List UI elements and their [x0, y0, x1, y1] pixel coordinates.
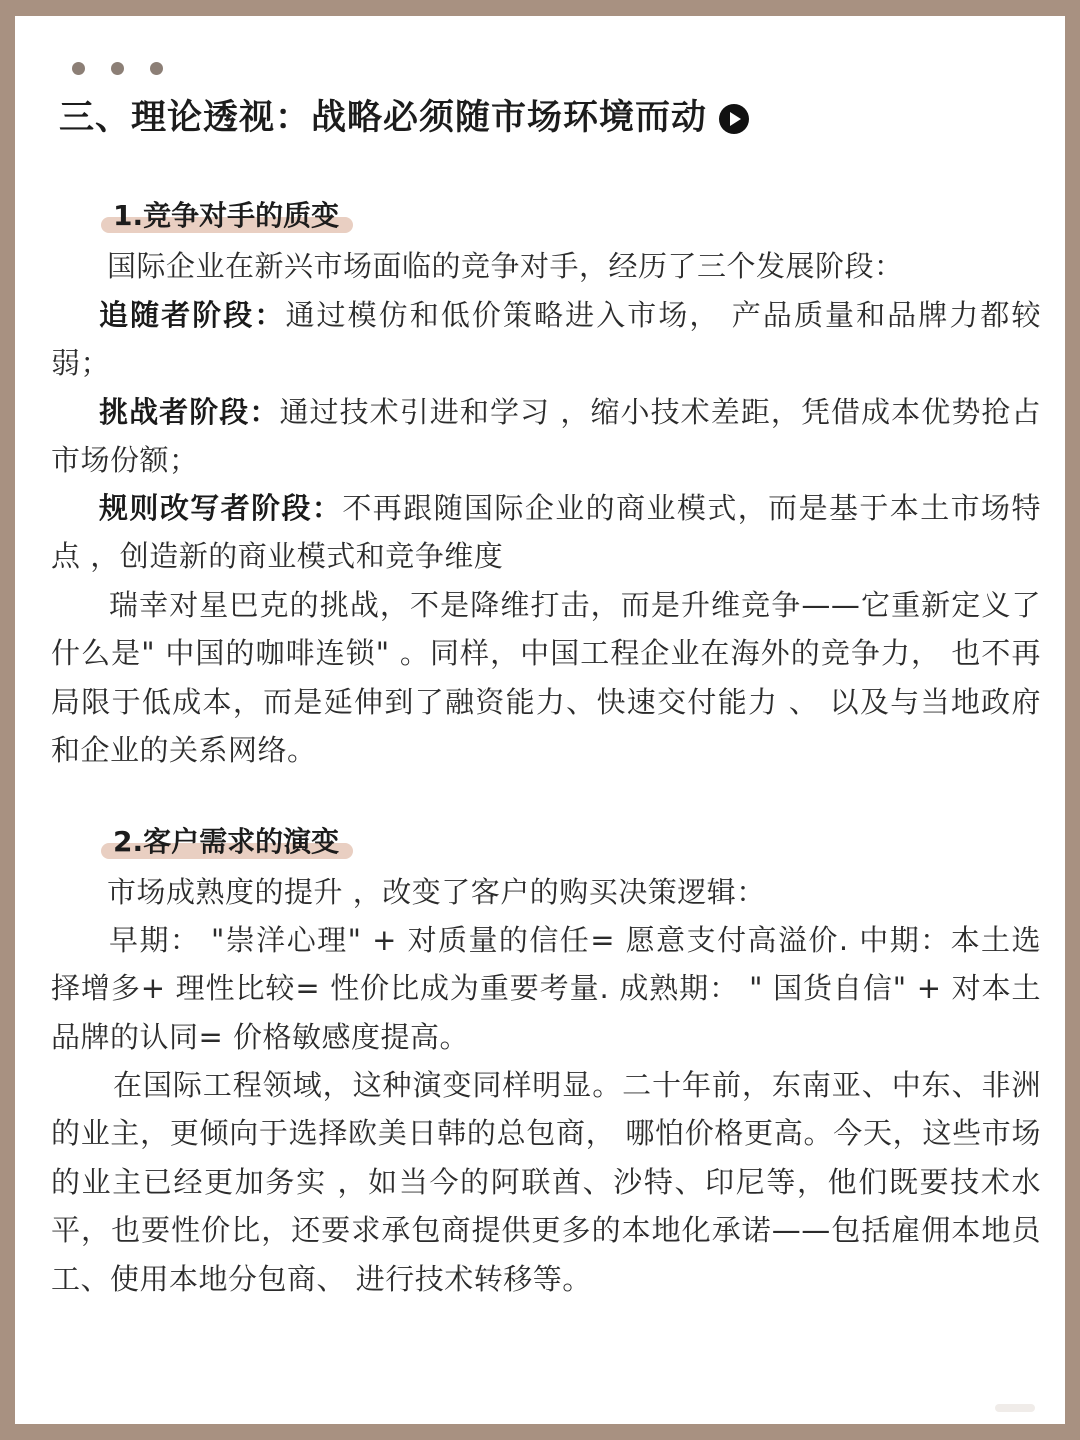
paragraph-stage-challenger — [51, 388, 1041, 485]
dot-icon — [150, 62, 163, 75]
stage-text-rewriter: 不再跟随国际企业的商业模式，而是基于本土市场特点 ，创造新的商业模式和竞争维度 — [51, 491, 1041, 574]
paragraph-intro-1: 国际企业在新兴市场面临的竞争对手，经历了三个发展阶段： — [107, 249, 904, 283]
dot-icon — [72, 62, 85, 75]
window-dots — [72, 62, 163, 75]
paragraph-phases: 早期： "崇洋心理" + 对质量的信任= 愿意支付高溢价. 中期：本土选择增多+ 理性比较= 性价比成为重要考量. 成熟期： " 国货自信" + 对本土品牌的认同= 价格敏感度提高。 — [51, 923, 1041, 1054]
content-card — [15, 16, 1065, 1424]
title-row — [59, 96, 749, 148]
paragraph-intro-2: 市场成熟度的提升 ，改变了客户的购买决策逻辑： — [107, 875, 766, 909]
section-heading-competitors: 1.竞争对手的质变 — [105, 197, 353, 235]
dot-icon — [111, 62, 124, 75]
section-heading-customers: 2.客户需求的演变 — [105, 823, 353, 861]
paragraph-example-1: 瑞幸对星巴克的挑战，不是降维打击，而是升维竞争——它重新定义了什么是" 中国的咖啡连锁" 。同样，中国工程企业在海外的竞争力， 也不再局限于低成本，而是延伸到了融资能力、快速交付能力 、 以及与当地政府和企业的关系网络。 — [51, 588, 1041, 768]
play-arrow-icon — [719, 104, 749, 134]
paragraph-example-2: 在国际工程领域，这种演变同样明显。二十年前，东南亚、中东、非洲的业主，更倾向于选择欧美日韩的总包商， 哪怕价格更高。今天，这些市场的业主已经更加务实 ，如当今的阿联酋、沙特、印尼等，他们既要技术水平，也要性价比，还要求承包商提供更多的本地化承诺——包括雇佣本地员工、使用本地分包商、 进行技术转移等。 — [51, 1068, 1041, 1296]
stage-text-challenger: 通过技术引进和学习 ，缩小技术差距，凭借成本优势抢占市场份额； — [51, 395, 1041, 478]
stage-label-challenger: 挑战者阶段： — [99, 395, 280, 429]
paragraph-stage-rewriter — [51, 484, 1041, 581]
page-title: 三、理论透视：战略必须随市场环境而动 — [59, 96, 707, 148]
stage-label-rewriter: 规则改写者阶段： — [99, 491, 343, 525]
paragraph-stage-follower — [51, 291, 1041, 388]
stage-text-follower: 通过模仿和低价策略进入市场， 产品质量和品牌力都较弱； — [51, 298, 1041, 381]
home-indicator — [995, 1404, 1035, 1412]
stage-label-follower: 追随者阶段： — [99, 298, 286, 332]
